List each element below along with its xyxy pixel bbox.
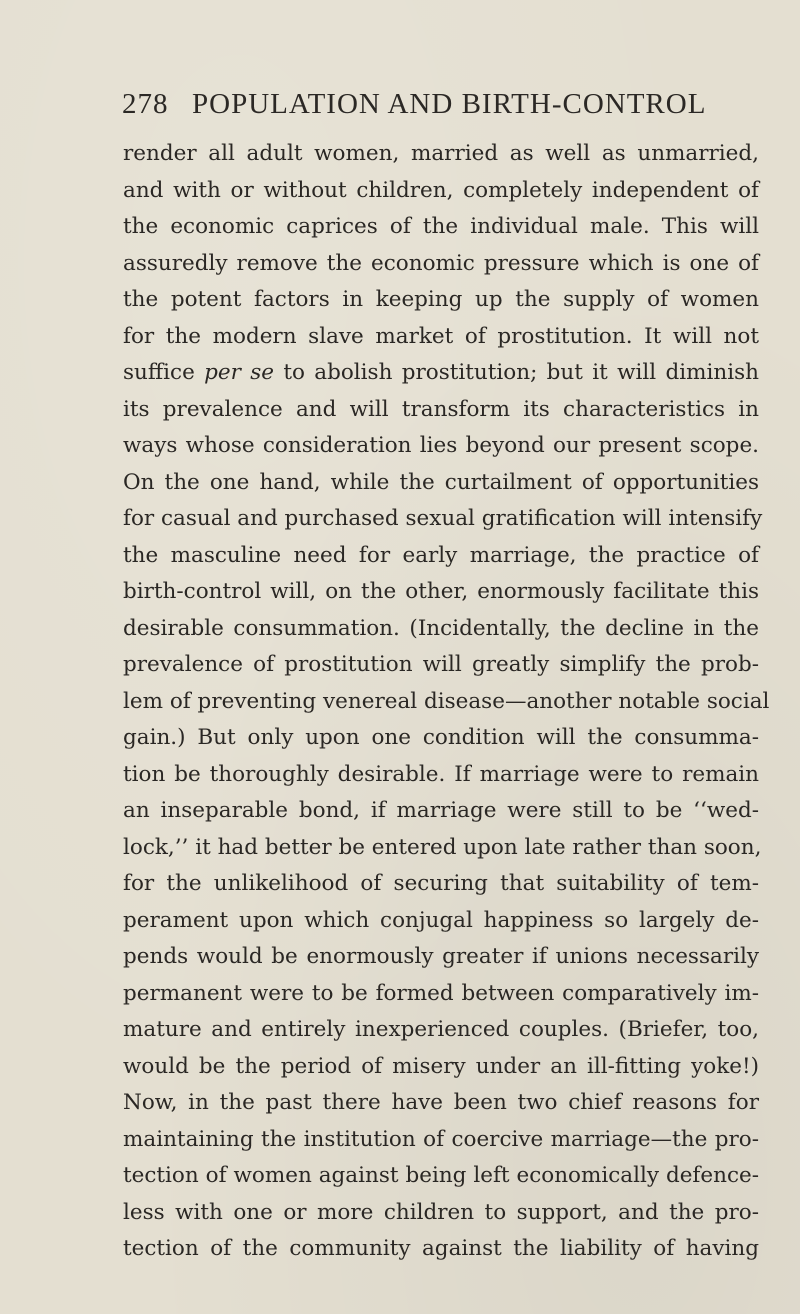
text-line xyxy=(123,246,759,283)
text-line xyxy=(123,684,770,721)
text-run: for the unlikelihood of securing that suitability of tem- xyxy=(123,871,759,896)
text-line xyxy=(123,1195,759,1232)
text-line xyxy=(123,574,759,611)
text-line xyxy=(123,793,759,830)
text-run: render all adult women, married as well as unmarried, xyxy=(123,141,759,166)
text-run: for casual and purchased sexual gratification will intensify xyxy=(123,506,763,531)
text-run: lock,’’ it had better be entered upon late rather than soon, xyxy=(123,834,762,860)
text-line xyxy=(123,939,759,976)
text-line xyxy=(123,720,759,757)
text-run: tection of the community against the liability of having xyxy=(123,1236,759,1261)
running-head xyxy=(122,88,706,128)
text-run: less with one or more children to support, and the pro- xyxy=(123,1199,759,1225)
text-run: would be the period of misery under an ill-fitting yoke!) xyxy=(123,1053,759,1079)
text-run: suffice xyxy=(123,360,205,385)
running-title: POPULATION AND BIRTH-CONTROL xyxy=(192,88,707,120)
text-line xyxy=(123,976,759,1013)
text-line xyxy=(123,1012,759,1049)
text-run: assuredly remove the economic pressure which is one of xyxy=(123,250,759,276)
text-line xyxy=(123,465,759,502)
text-line xyxy=(123,866,759,903)
text-run: an inseparable bond, if marriage were still to be ‘‘wed- xyxy=(123,798,759,823)
text-run: mature and entirely inexperienced couples. (Briefer, too, xyxy=(123,1017,759,1042)
text-line xyxy=(123,611,759,648)
text-run: birth-control will, on the other, enormously facilitate this xyxy=(123,579,759,604)
text-run: gain.) But only upon one condition will the consumma- xyxy=(123,725,759,750)
text-run: to abolish prostitution; but it will diminish xyxy=(274,360,759,385)
text-run: the economic caprices of the individual male. This will xyxy=(123,214,759,239)
text-line xyxy=(123,282,759,319)
page-number: 278 xyxy=(122,88,169,120)
text-run: ways whose consideration lies beyond our present scope. xyxy=(123,433,759,458)
text-run: the masculine need for early marriage, the practice of xyxy=(123,542,759,568)
text-run: and with or without children, completely independent of xyxy=(123,177,759,203)
text-run: prevalence of prostitution will greatly simplify the prob- xyxy=(123,652,759,677)
text-line xyxy=(123,319,759,356)
body-text xyxy=(123,136,770,1268)
text-run: tion be thoroughly desirable. If marriage were to remain xyxy=(123,761,759,787)
text-line xyxy=(123,1085,759,1122)
text-line xyxy=(123,428,759,465)
text-run: the potent factors in keeping up the supply of women xyxy=(123,287,759,312)
text-run: perament upon which conjugal happiness so largely de- xyxy=(123,907,759,933)
text-line xyxy=(123,647,759,684)
text-run: for the modern slave market of prostitution. It will not xyxy=(123,323,759,349)
text-line xyxy=(123,501,763,538)
text-run: its prevalence and will transform its characteristics in xyxy=(123,396,759,422)
text-line xyxy=(123,392,759,429)
text-line xyxy=(123,1122,759,1159)
text-run: Now, in the past there have been two chief reasons for xyxy=(123,1090,759,1115)
text-line xyxy=(123,1049,759,1086)
text-line xyxy=(123,538,759,575)
text-line xyxy=(123,355,759,392)
text-run: maintaining the institution of coercive marriage—the pro- xyxy=(123,1126,759,1152)
text-run: On the one hand, while the curtailment of opportunities xyxy=(123,469,759,495)
text-run: permanent were to be formed between comparatively im- xyxy=(123,980,759,1006)
text-line xyxy=(123,1158,759,1195)
text-run: pends would be enormously greater if unions necessarily xyxy=(123,944,759,969)
text-run: lem of preventing venereal disease—another notable social xyxy=(123,688,770,714)
text-line xyxy=(123,757,759,794)
text-line xyxy=(123,830,762,867)
text-line xyxy=(123,903,759,940)
text-run: tection of women against being left economically defence- xyxy=(123,1163,759,1188)
italic-phrase: per se xyxy=(204,360,274,385)
text-line xyxy=(123,173,759,210)
text-line xyxy=(123,1231,759,1268)
text-line xyxy=(123,136,759,173)
text-run: desirable consummation. (Incidentally, the decline in the xyxy=(123,615,759,641)
text-line xyxy=(123,209,759,246)
